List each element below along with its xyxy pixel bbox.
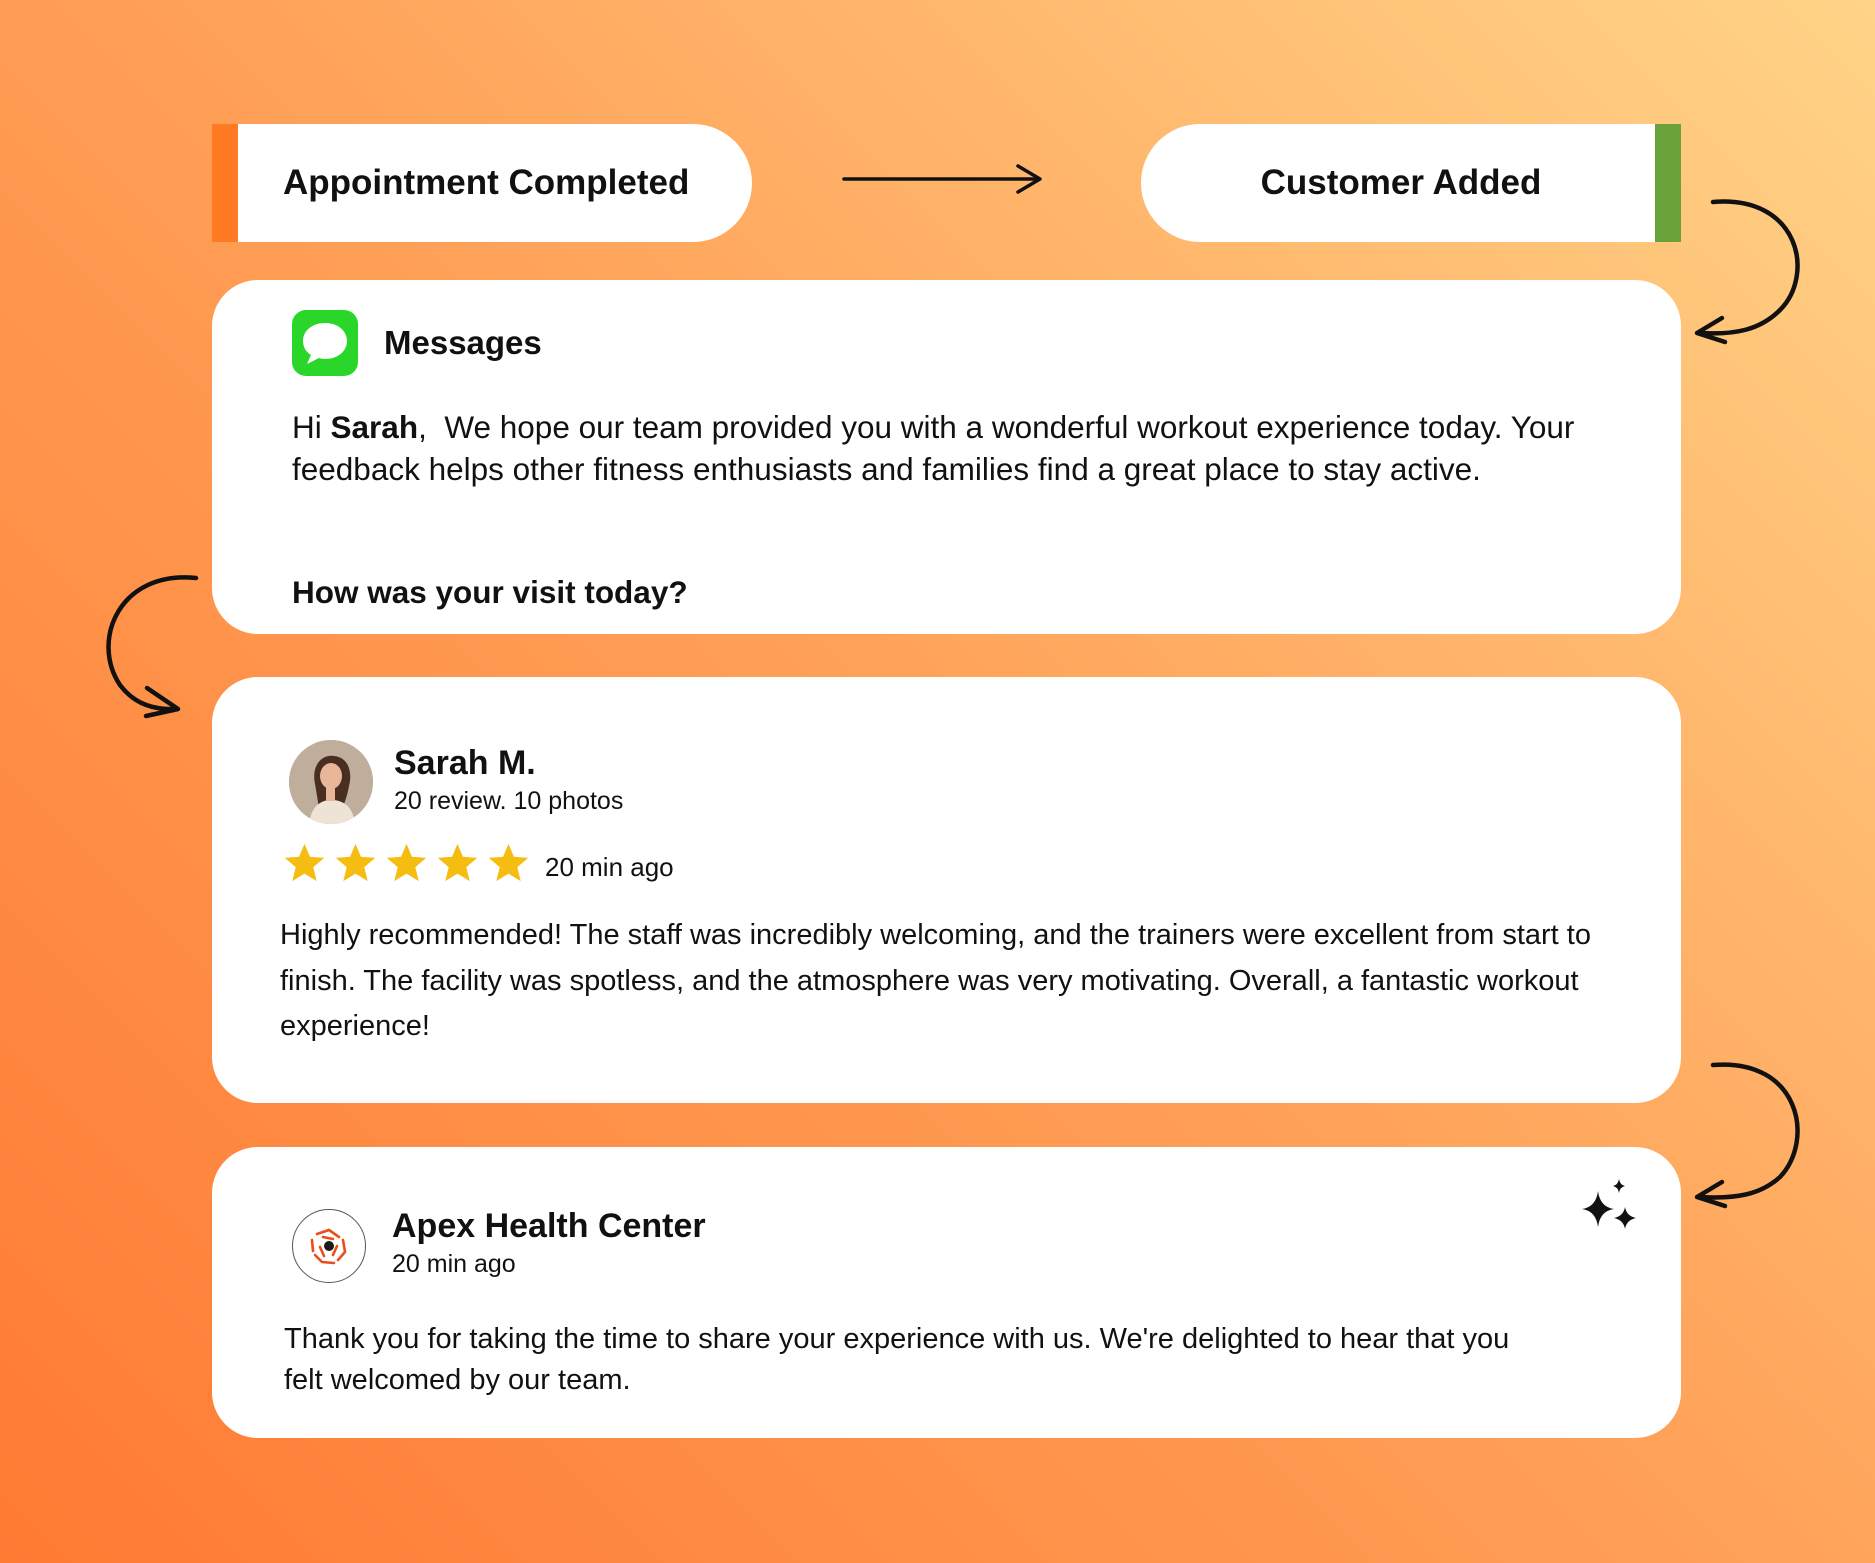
greeting-prefix: Hi bbox=[292, 409, 322, 445]
star-rating bbox=[282, 841, 531, 886]
avatar bbox=[289, 740, 373, 824]
business-logo-icon bbox=[292, 1209, 366, 1283]
star-icon bbox=[282, 841, 327, 886]
review-time: 20 min ago bbox=[545, 852, 674, 882]
star-icon bbox=[384, 841, 429, 886]
chat-bubble-icon bbox=[292, 310, 358, 376]
step-label: Appointment Completed bbox=[283, 163, 690, 202]
message-text: , We hope our team provided you with a wonderful workout experience today. Your feedback helps other fitness enthusiasts and families find a great place to stay active. bbox=[292, 409, 1584, 487]
sparkle-icon bbox=[1574, 1177, 1644, 1243]
step-label: Customer Added bbox=[1260, 163, 1542, 202]
customer-name: Sarah bbox=[330, 409, 419, 445]
star-icon bbox=[333, 841, 378, 886]
message-question: How was your visit today? bbox=[292, 574, 688, 610]
business-name: Apex Health Center bbox=[392, 1207, 706, 1245]
review-text: Highly recommended! The staff was incredibly welcoming, and the trainers were excellent from start to finish. The facility was spotless, and the atmosphere was very motivating. Overall, a fantastic workout experience! bbox=[280, 919, 1591, 1042]
reviewer-name: Sarah M. bbox=[394, 744, 536, 782]
app-name: Messages bbox=[384, 324, 542, 361]
reviewer-meta: 20 review. 10 photos bbox=[394, 787, 624, 815]
reply-card bbox=[212, 1147, 1681, 1438]
message-body bbox=[292, 406, 1632, 490]
reply-text: Thank you for taking the time to share your experience with us. We're delighted to hear that you felt welcomed by our team. bbox=[284, 1323, 1510, 1396]
message-card bbox=[212, 280, 1681, 634]
review-card bbox=[212, 677, 1681, 1103]
star-icon bbox=[435, 841, 480, 886]
reply-time: 20 min ago bbox=[392, 1250, 516, 1278]
star-icon bbox=[486, 841, 531, 886]
